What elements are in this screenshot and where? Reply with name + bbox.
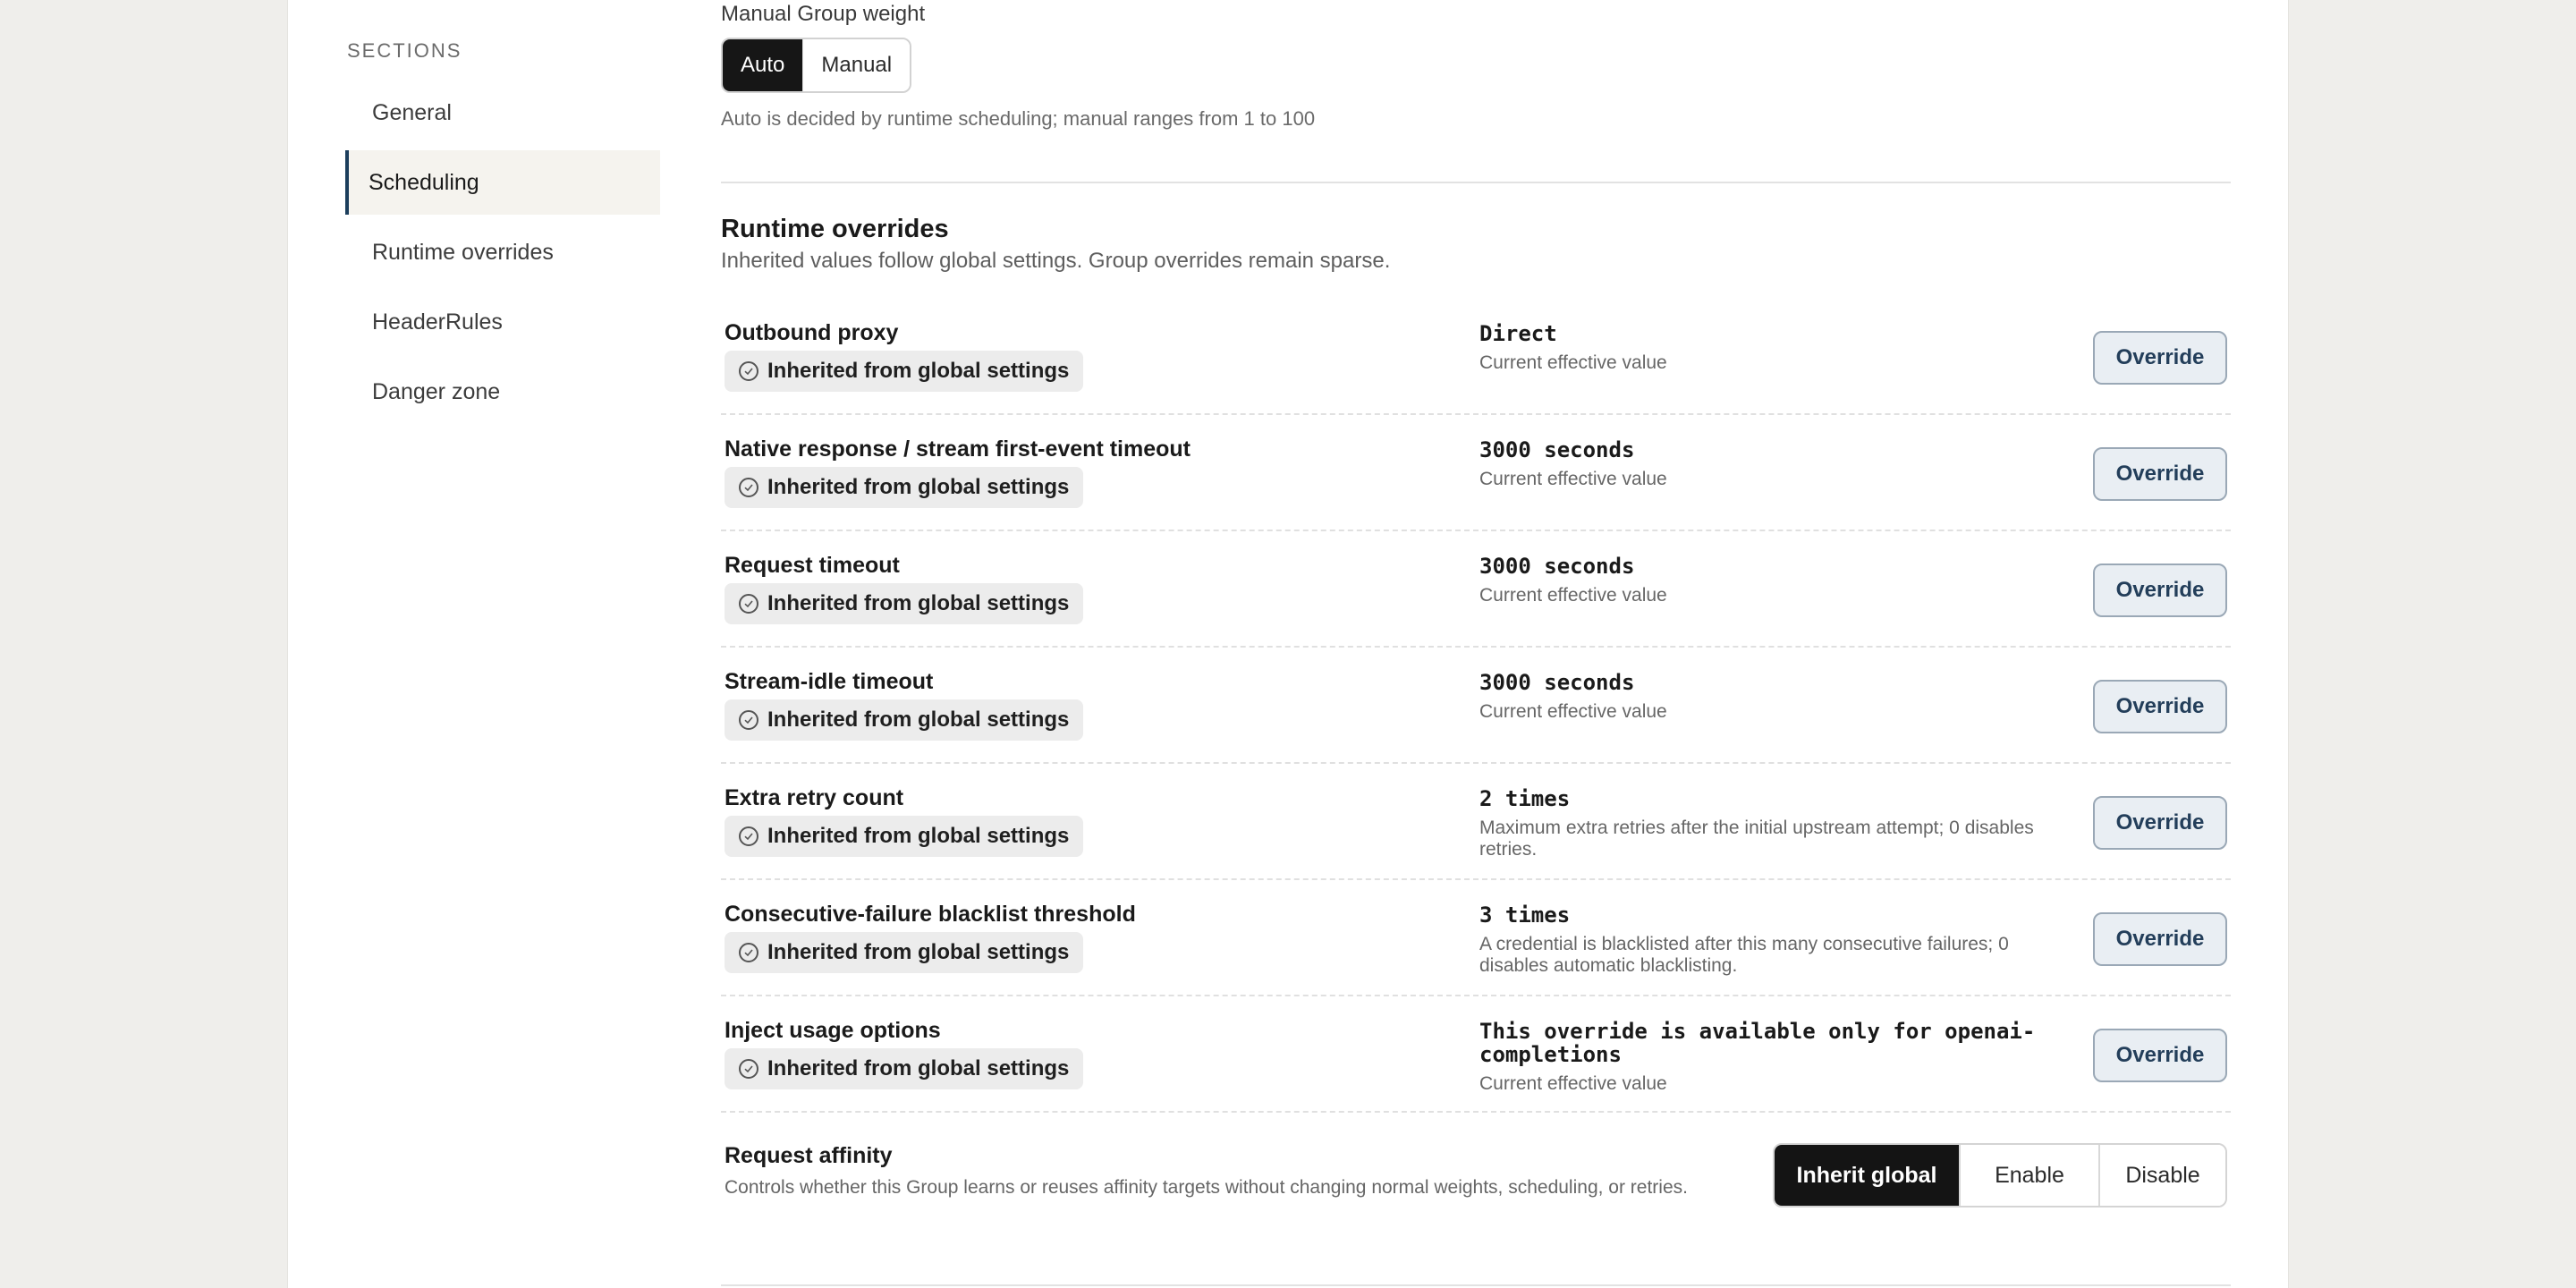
inherited-badge: [724, 699, 1083, 741]
group-weight-manual-option[interactable]: Manual: [802, 39, 910, 91]
effective-value-description: A credential is blacklisted after this many consecutive failures; 0 disables automatic blacklisting.: [1479, 934, 2009, 976]
inherited-badge-text: Inherited from global settings: [767, 940, 1070, 964]
inherited-badge: [724, 351, 1083, 392]
inherited-badge-text: Inherited from global settings: [767, 475, 1070, 499]
check-circle-icon: [739, 943, 758, 962]
sidebar-item-headerrules[interactable]: HeaderRules: [372, 309, 503, 335]
request-affinity-description: Controls whether this Group learns or reuses affinity targets without changing normal weights, scheduling, or retries.: [724, 1177, 1688, 1198]
override-button[interactable]: Override: [2093, 1029, 2227, 1082]
setting-label: Inject usage options: [724, 1018, 941, 1043]
effective-value: 3 times: [1479, 902, 1571, 928]
effective-value: 2 times: [1479, 786, 1571, 811]
effective-value: 3000 seconds: [1479, 670, 1635, 695]
inherited-badge: [724, 583, 1083, 624]
effective-value-block: [1479, 555, 2070, 606]
override-button[interactable]: Override: [2093, 796, 2227, 850]
inherited-badge-text: Inherited from global settings: [767, 359, 1070, 383]
group-weight-mode-toggle: [721, 38, 911, 93]
request-affinity-row: [721, 1113, 2231, 1238]
effective-value: Direct: [1479, 321, 1557, 346]
effective-value-description: Current effective value: [1479, 1073, 1667, 1094]
inherited-badge: [724, 932, 1083, 973]
override-row-extra-retry-count: [721, 764, 2231, 880]
override-row-first-event-timeout: [721, 415, 2231, 531]
effective-value-block: [1479, 671, 2070, 723]
sidebar-item-danger-zone[interactable]: Danger zone: [372, 379, 501, 404]
inherited-badge: [724, 1048, 1083, 1089]
group-weight-hint: Auto is decided by runtime scheduling; manual ranges from 1 to 100: [721, 107, 1316, 130]
affinity-inherit-global-option[interactable]: Inherit global: [1775, 1145, 1959, 1206]
settings-panel: [288, 0, 2288, 1288]
effective-value-block: [1479, 322, 2070, 374]
effective-value: This override is available only for openai-completions: [1479, 1019, 2036, 1067]
runtime-overrides-subtitle: Inherited values follow global settings. Group overrides remain sparse.: [721, 249, 1391, 273]
runtime-overrides-title: Runtime overrides: [721, 215, 949, 243]
effective-value-description: Maximum extra retries after the initial upstream attempt; 0 disables retries.: [1479, 818, 2034, 860]
affinity-enable-option[interactable]: Enable: [1959, 1145, 2098, 1206]
inherited-badge-text: Inherited from global settings: [767, 591, 1070, 615]
check-circle-icon: [739, 478, 758, 497]
effective-value-description: Current effective value: [1479, 585, 1667, 606]
request-affinity-toggle: [1773, 1143, 2227, 1208]
override-row-outbound-proxy: [721, 299, 2231, 415]
effective-value-description: Current effective value: [1479, 701, 1667, 722]
effective-value-description: Current effective value: [1479, 469, 1667, 489]
sidebar-item-general[interactable]: General: [372, 100, 452, 125]
sidebar-item-runtime-overrides[interactable]: Runtime overrides: [372, 240, 554, 265]
inherited-badge: [724, 816, 1083, 857]
override-row-blacklist-threshold: [721, 880, 2231, 996]
sidebar-list: [345, 80, 660, 424]
setting-label: Outbound proxy: [724, 320, 899, 345]
override-button[interactable]: Override: [2093, 447, 2227, 501]
check-circle-icon: [739, 1059, 758, 1079]
check-circle-icon: [739, 710, 758, 730]
check-circle-icon: [739, 361, 758, 381]
override-button[interactable]: Override: [2093, 331, 2227, 385]
effective-value: 3000 seconds: [1479, 437, 1635, 462]
affinity-disable-option[interactable]: Disable: [2098, 1145, 2225, 1206]
override-button[interactable]: Override: [2093, 912, 2227, 966]
override-button[interactable]: Override: [2093, 564, 2227, 617]
setting-label: Native response / stream first-event timeout: [724, 436, 1191, 462]
setting-label: Request timeout: [724, 553, 900, 578]
section-divider-bottom: [721, 1284, 2231, 1286]
override-rows: [721, 299, 2231, 1238]
check-circle-icon: [739, 594, 758, 614]
check-circle-icon: [739, 826, 758, 846]
inherited-badge-text: Inherited from global settings: [767, 824, 1070, 848]
sections-sidebar: [345, 36, 660, 429]
effective-value-block: [1479, 787, 2070, 860]
override-row-stream-idle-timeout: [721, 648, 2231, 764]
setting-label: Stream-idle timeout: [724, 669, 934, 694]
inherited-badge-text: Inherited from global settings: [767, 1056, 1070, 1080]
setting-label: Extra retry count: [724, 785, 904, 810]
effective-value-description: Current effective value: [1479, 352, 1667, 373]
setting-label: Consecutive-failure blacklist threshold: [724, 902, 1136, 927]
sidebar-item-scheduling[interactable]: Scheduling: [345, 150, 660, 215]
override-row-inject-usage-options: [721, 996, 2231, 1113]
manual-group-weight-label: Manual Group weight: [721, 2, 926, 26]
effective-value-block: [1479, 903, 2070, 977]
override-row-request-timeout: [721, 531, 2231, 648]
group-weight-auto-option[interactable]: Auto: [723, 39, 802, 91]
effective-value: 3000 seconds: [1479, 554, 1635, 579]
effective-value-block: [1479, 1020, 2070, 1095]
override-button[interactable]: Override: [2093, 680, 2227, 733]
inherited-badge-text: Inherited from global settings: [767, 708, 1070, 732]
effective-value-block: [1479, 438, 2070, 490]
sidebar-heading: SECTIONS: [347, 39, 462, 62]
section-divider: [721, 182, 2231, 183]
inherited-badge: [724, 467, 1083, 508]
request-affinity-label: Request affinity: [724, 1143, 893, 1168]
